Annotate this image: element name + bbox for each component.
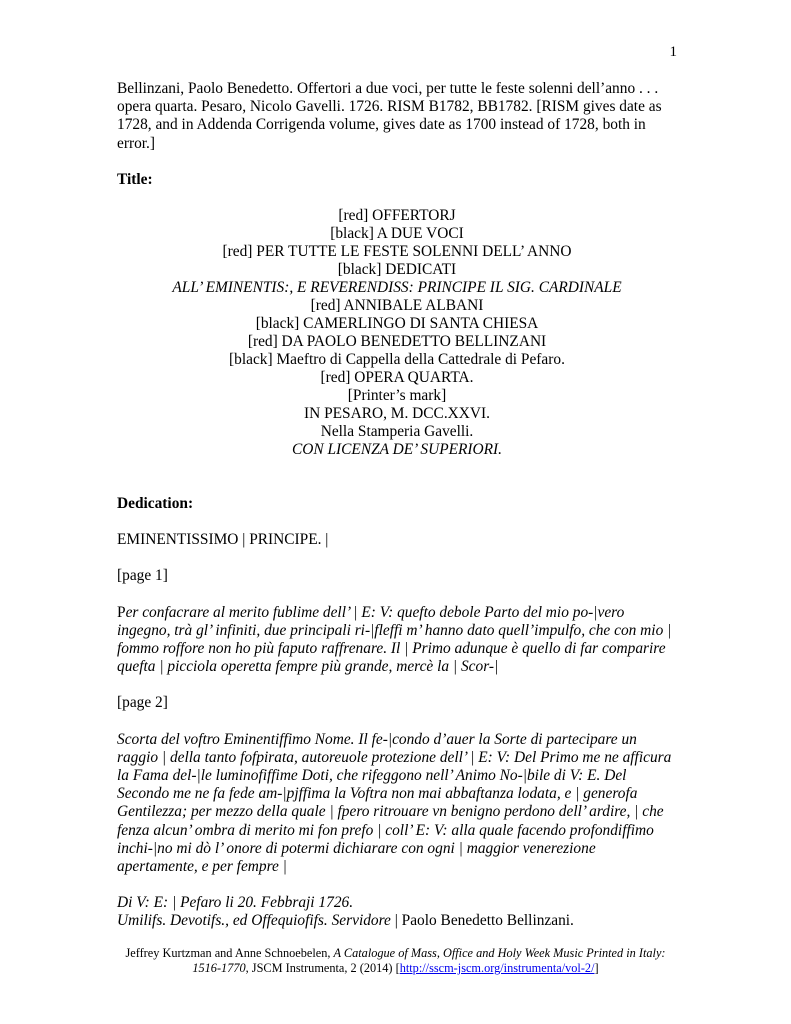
footer-series: , JSCM Instrumenta, 2 (2014) [ — [245, 961, 400, 975]
dedication-heading: Dedication: — [117, 495, 194, 513]
title-line: IN PESARO, M. DCC.XXVI. — [304, 405, 490, 423]
title-line: [black] CAMERLINGO DI SANTA CHIESA — [255, 315, 539, 333]
page1-body: er confacrare al merito fublime dell’ | E: V: quefto debole Parto del mio po-|vero ingegno, trà gl’ infiniti, due principali ri-|fleffi m’ hanno dato quell’impulfo, che con mio | fommo roffore non ho più faputo raffrenare. Il | Primo adunque è quello di far comparire quefta | picciola operetta fempre più grande, mercè la | Scor-| — [117, 603, 672, 676]
page-number: 1 — [669, 44, 677, 60]
title-line: [red] OPERA QUARTA. — [320, 369, 474, 387]
title-line: ALL’ EMINENTIS:, E REVERENDISS: PRINCIPE IL SIG. CARDINALE — [172, 279, 622, 297]
title-line: Nella Stamperia Gavelli. — [320, 423, 474, 441]
closing-line: Di V: E: | Pefaro li 20. Febbraji 1726. — [117, 894, 354, 912]
title-line: [black] A DUE VOCI — [330, 225, 464, 243]
page2-text: Scorta del voftro Eminentiffimo Nome. Il fe-|condo d’auer la Sorte di partecipare un raggio | della tanto fofpirata, autoreuole protezione dell’ | E: V: Del Primo me ne afficura la Fama del-|le luminofiffime Doti, che rifeggono nell’ Animo No-|bile di V: E. Del Secondo me ne fa fede am-|pjffima la Voftra non mai abbaftanza lodata, e | generofa Gentilezza; per mezzo della quale | fpero ritrouare vn benigno perdono dell’ ardire, | che fenza alcun’ ombra di merito mi fon prefo | coll’ E: V: alla quale facendo profondiffimo inchi-|no mi dò l’ onore di potermi dichiarare con ogni | maggior venerezione apertamente, e per fempre | — [117, 730, 672, 876]
title-transcription — [117, 207, 677, 459]
title-line: [red] ANNIBALE ALBANI — [310, 297, 484, 315]
signature-salutation: Umilifs. Devotifs., ed Offequiofifs. Servidore — [117, 912, 391, 930]
title-line: [red] PER TUTTE LE FESTE SOLENNI DELL’ ANNO — [222, 243, 572, 261]
title-heading: Title: — [117, 170, 153, 188]
title-line: [red] DA PAOLO BENEDETTO BELLINZANI — [247, 333, 547, 351]
page2-label: [page 2] — [117, 694, 168, 712]
page1-text — [117, 604, 677, 677]
intro-paragraph: Bellinzani, Paolo Benedetto. Offertori a due voci, per tutte le feste solenni dell’anno . . . opera quarta. Pesaro, Nicolo Gavelli. 1726. RISM B1782, BB1782. [RISM gives date as 1728, and in Addenda Corrigenda volume, gives date as 1700 instead of 1728, both in error.] — [117, 80, 662, 152]
footer-authors: Jeffrey Kurtzman and Anne Schnoebelen, — [125, 946, 334, 960]
page1-initial: P — [117, 603, 126, 621]
signature-name: | Paolo Benedetto Bellinzani. — [390, 912, 574, 930]
footer-citation — [110, 946, 681, 976]
document-body — [117, 80, 677, 931]
title-line: [red] OFFERTORJ — [338, 207, 456, 225]
footer-book-title: A Catalogue of Mass, Office and Holy Week Music Printed in Italy: 1516-1770 — [192, 946, 666, 975]
dedication-opening: EMINENTISSIMO | PRINCIPE. | — [117, 531, 329, 549]
title-line: [Printer’s mark] — [347, 387, 447, 405]
title-line: CON LICENZA DE’ SUPERIORI. — [291, 441, 503, 459]
signature-line — [117, 912, 677, 930]
footer-close: ] — [594, 961, 599, 975]
title-line: [black] Maeftro di Cappella della Cattedrale di Pefaro. — [229, 351, 565, 369]
title-line: [black] DEDICATI — [337, 261, 457, 279]
page1-label: [page 1] — [117, 567, 168, 585]
footer-link[interactable]: http://sscm-jscm.org/instrumenta/vol-2/ — [399, 961, 595, 975]
